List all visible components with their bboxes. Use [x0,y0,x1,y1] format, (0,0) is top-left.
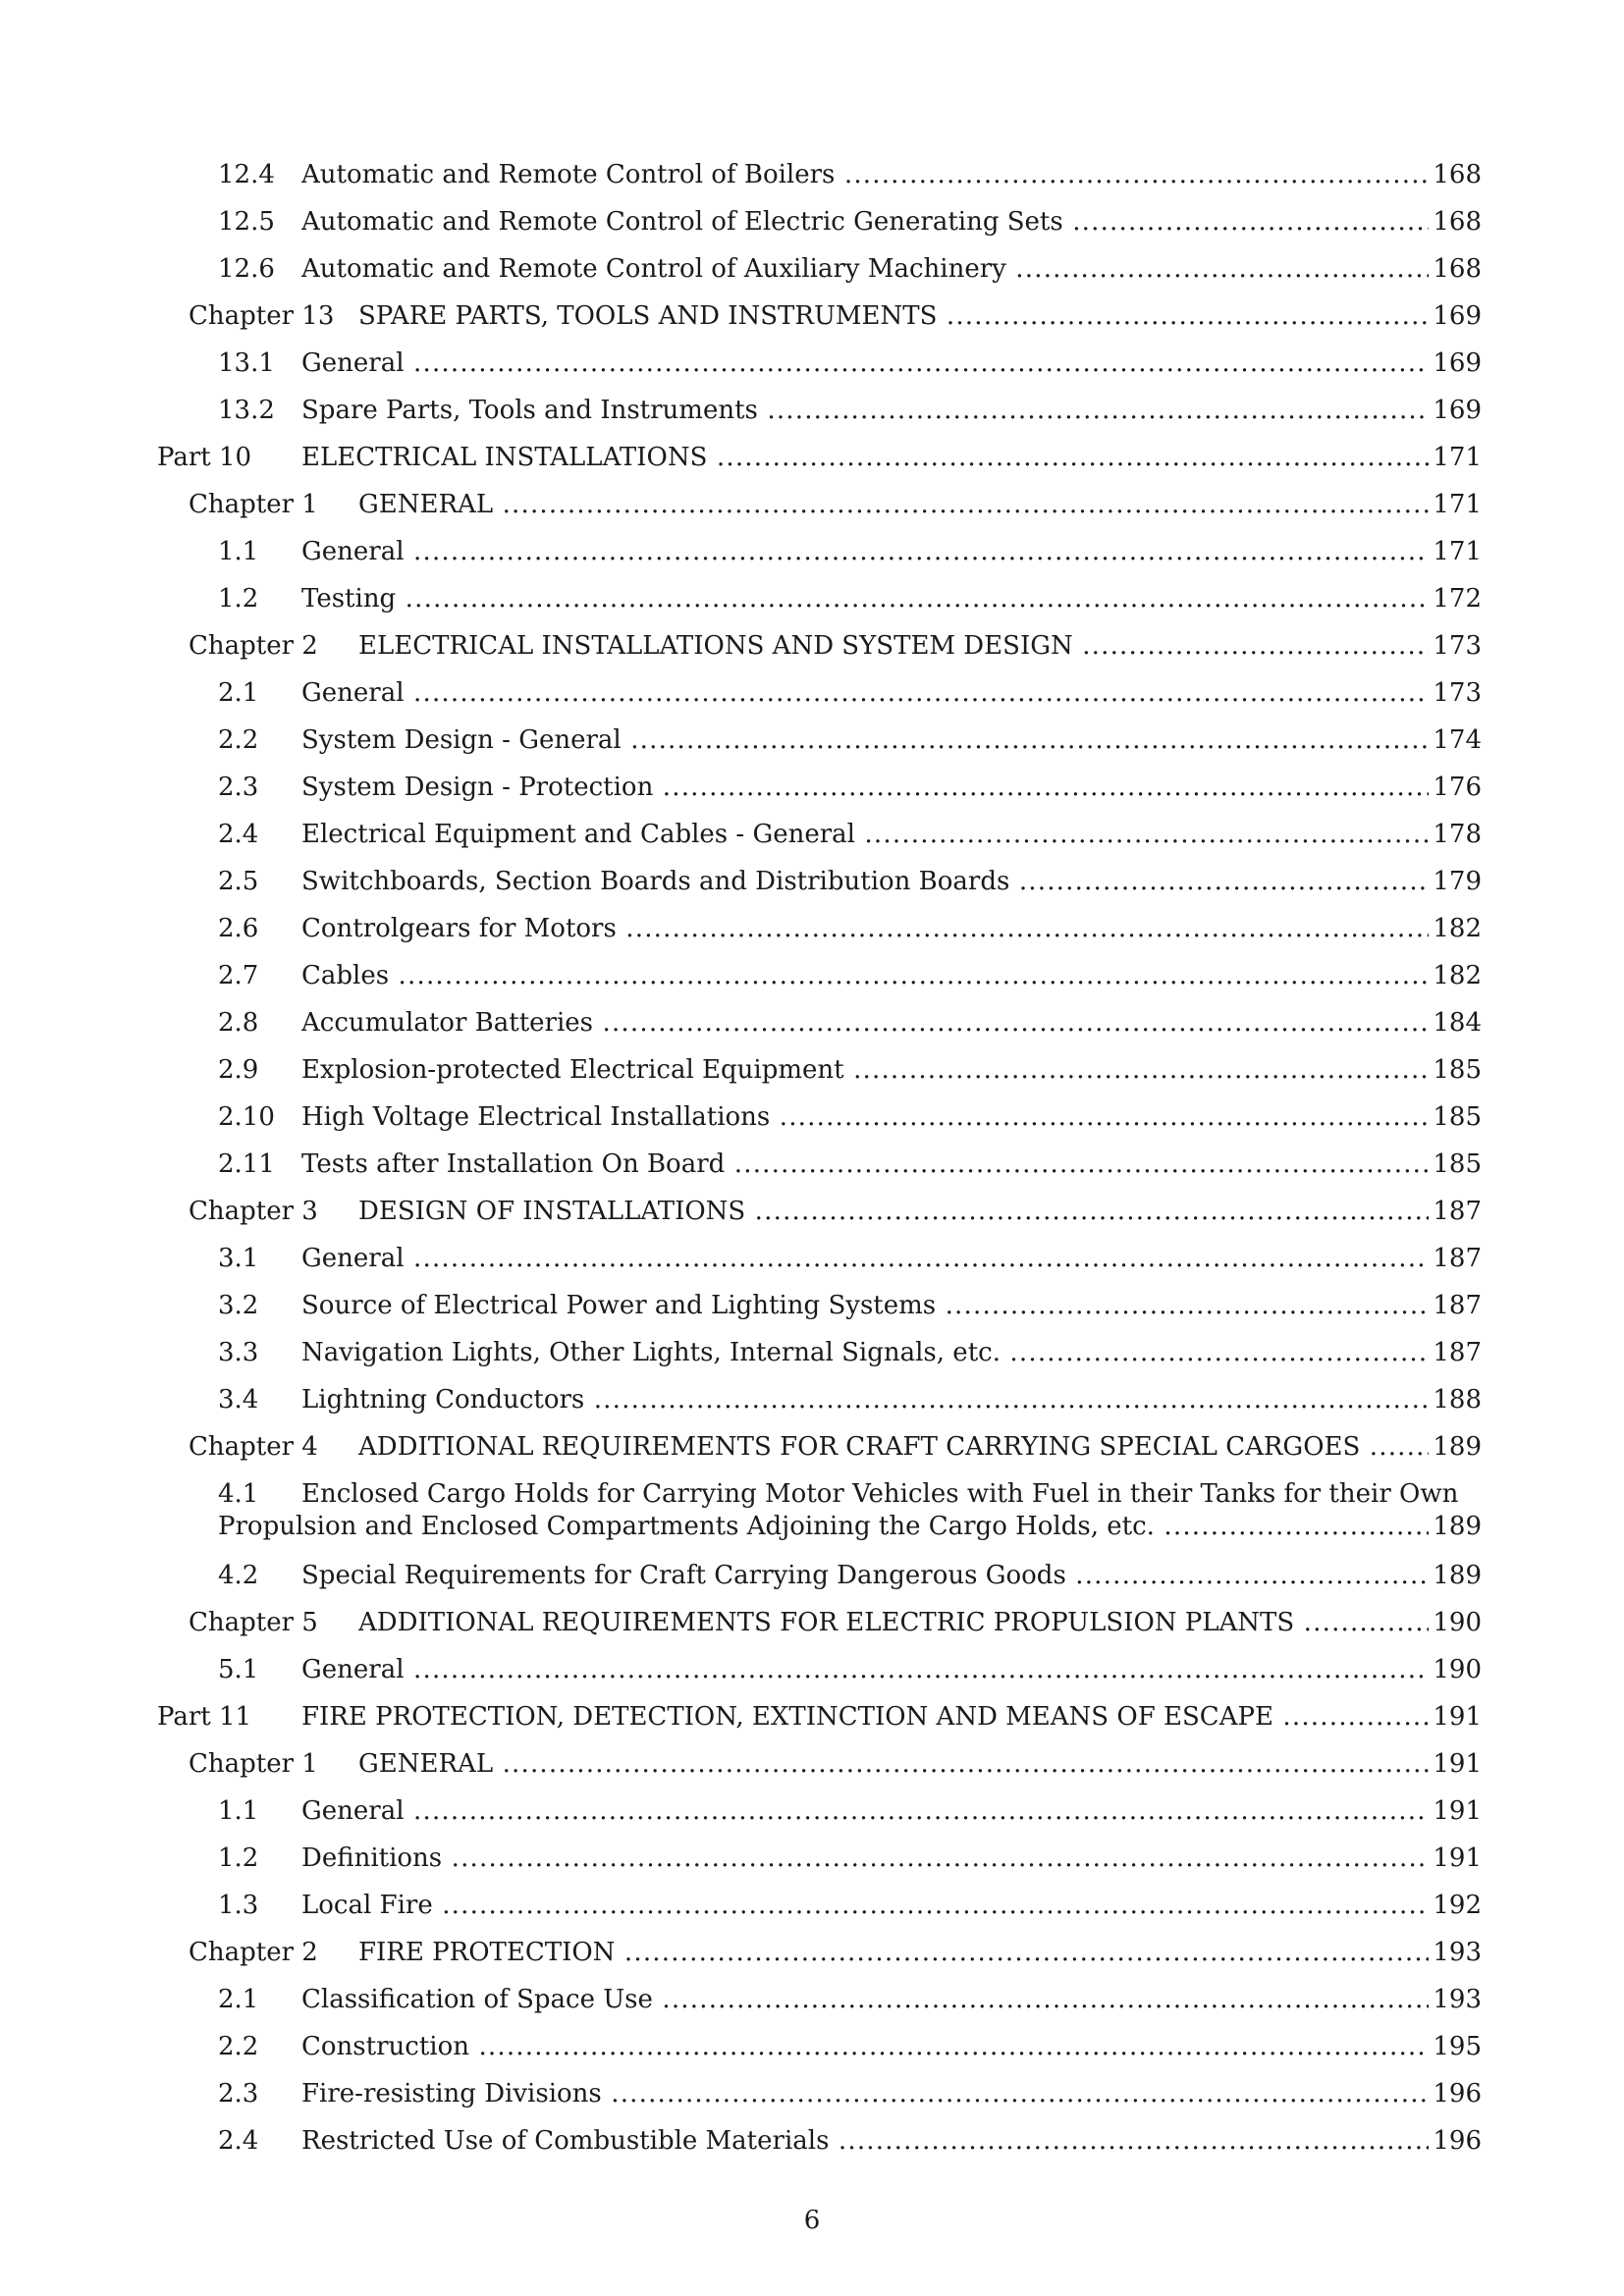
section-number: 2.7 [218,961,259,990]
toc-entry[interactable] [0,1650,1624,1689]
entry-title: Automatic and Remote Control of Auxiliary Machinery ..... [301,249,1467,289]
page-ref: 196 [1429,2121,1482,2161]
entry-title: Controlgears for Motors ..... [301,909,1467,948]
toc-entry-wrapped[interactable] [0,1476,1624,1512]
section-number: 12.4 [218,160,275,189]
page-ref: 193 [1429,1980,1482,2019]
page-ref: 185 [1429,1050,1482,1090]
page-ref: 168 [1429,155,1482,194]
section-number: 2.10 [218,1102,275,1132]
entry-title: Automatic and Remote Control of Boilers ..... [301,155,1467,194]
section-number: 2.3 [218,2079,259,2109]
toc-entry[interactable] [0,2121,1624,2161]
page-ref: 191 [1429,1697,1482,1736]
toc-chapter-entry[interactable] [0,1427,1624,1467]
page-number: 6 [803,2206,821,2235]
toc-entry[interactable] [0,1239,1624,1278]
toc-chapter-entry[interactable] [0,1744,1624,1784]
page-ref: 169 [1429,296,1482,336]
entry-title: FIRE PROTECTION, DETECTION, EXTINCTION AND MEANS OF ESCAPE ..... [301,1697,1467,1736]
entry-title-line-1: Enclosed Cargo Holds for Carrying Motor Vehicles with Fuel in their Tanks for their Own [301,1479,1459,1509]
entry-title: Fire-resisting Divisions ..... [301,2074,1467,2113]
page-ref: 185 [1429,1145,1482,1184]
toc-entry[interactable] [0,721,1624,760]
entry-title: Testing ..... [301,579,1467,618]
page-ref: 169 [1429,391,1482,430]
entry-title: ELECTRICAL INSTALLATIONS ..... [301,438,1467,477]
chapter-number: Chapter 2 [189,1938,318,1967]
section-number: 3.2 [218,1291,259,1320]
page-ref: 178 [1429,815,1482,854]
section-number: 2.8 [218,1008,259,1038]
section-number: 2.1 [218,678,259,708]
toc-chapter-entry[interactable] [0,626,1624,666]
page-ref: 189 [1429,1509,1482,1544]
toc-entry[interactable] [0,909,1624,948]
page-ref: 171 [1429,438,1482,477]
page-ref: 179 [1429,862,1482,901]
page-ref: 190 [1429,1603,1482,1642]
section-number: 2.9 [218,1055,259,1085]
entry-title: Lightning Conductors ..... [301,1380,1467,1419]
entry-title: Local Fire ..... [301,1886,1467,1925]
entry-title: GENERAL ..... [358,485,1467,524]
section-number: 12.5 [218,207,275,237]
toc-entry[interactable] [0,1791,1624,1831]
toc-entry[interactable] [0,1097,1624,1137]
section-number: 2.3 [218,773,259,802]
entry-title: Tests after Installation On Board ..... [301,1145,1467,1184]
entry-title: GENERAL ..... [358,1744,1467,1784]
toc-entry[interactable] [0,249,1624,289]
page-ref: 187 [1429,1286,1482,1325]
toc-entry[interactable] [0,1839,1624,1878]
toc-entry[interactable] [0,1980,1624,2019]
page-ref: 182 [1429,909,1482,948]
section-number: 12.6 [218,254,275,284]
section-number: 4.1 [218,1479,259,1509]
page-ref: 190 [1429,1650,1482,1689]
page-ref: 196 [1429,2074,1482,2113]
section-number: 1.2 [218,584,259,614]
entry-title: Restricted Use of Combustible Materials ..... [301,2121,1467,2161]
toc-entry[interactable] [0,1556,1624,1595]
entry-title: Cables ..... [301,956,1467,995]
entry-title: SPARE PARTS, TOOLS AND INSTRUMENTS ..... [358,296,1467,336]
toc-entry[interactable] [0,815,1624,854]
section-number: 1.1 [218,1796,259,1826]
page-ref: 193 [1429,1933,1482,1972]
page-ref: 187 [1429,1333,1482,1372]
toc-entry[interactable] [0,532,1624,571]
entry-title: System Design - General ..... [301,721,1467,760]
chapter-number: Chapter 1 [189,1749,318,1779]
entry-title: Navigation Lights, Other Lights, Internal Signals, etc. ..... [301,1333,1467,1372]
entry-title: Automatic and Remote Control of Electric Generating Sets ..... [301,202,1467,241]
page-ref: 195 [1429,2027,1482,2066]
page-ref: 168 [1429,202,1482,241]
toc-entry[interactable] [0,2027,1624,2066]
toc-chapter-entry[interactable] [0,296,1624,336]
toc-part-entry[interactable] [0,438,1624,477]
section-number: 4.2 [218,1561,259,1590]
page-ref: 184 [1429,1003,1482,1042]
page-ref: 173 [1429,673,1482,713]
chapter-number: Chapter 13 [189,301,335,331]
entry-title: ADDITIONAL REQUIREMENTS FOR ELECTRIC PROPULSION PLANTS ..... [358,1603,1467,1642]
section-number: 13.1 [218,348,275,378]
page-ref: 189 [1429,1427,1482,1467]
entry-title: General ..... [301,532,1467,571]
entry-title: Source of Electrical Power and Lighting Systems ..... [301,1286,1467,1325]
entry-title: Construction ..... [301,2027,1467,2066]
toc-entry[interactable] [0,768,1624,807]
section-number: 1.3 [218,1891,259,1920]
entry-title: General ..... [301,1239,1467,1278]
entry-title: Electrical Equipment and Cables - General ..... [301,815,1467,854]
toc-entry[interactable] [0,1333,1624,1372]
part-number: Part 11 [157,1702,252,1732]
page-ref: 188 [1429,1380,1482,1419]
toc-chapter-entry[interactable] [0,485,1624,524]
entry-title: FIRE PROTECTION ..... [358,1933,1467,1972]
toc-entry[interactable] [0,1886,1624,1925]
page-ref: 189 [1429,1556,1482,1595]
toc-entry[interactable] [0,1286,1624,1325]
entry-title: Spare Parts, Tools and Instruments ..... [301,391,1467,430]
entry-title: DESIGN OF INSTALLATIONS ..... [358,1192,1467,1231]
chapter-number: Chapter 1 [189,490,318,519]
page-ref: 174 [1429,721,1482,760]
part-number: Part 10 [157,443,252,472]
toc-entry[interactable] [0,2074,1624,2113]
page-ref: 168 [1429,249,1482,289]
toc-entry[interactable] [0,155,1624,194]
section-number: 3.1 [218,1244,259,1273]
chapter-number: Chapter 5 [189,1608,318,1637]
chapter-number: Chapter 2 [189,631,318,661]
page-ref: 187 [1429,1239,1482,1278]
page-ref: 191 [1429,1791,1482,1831]
page-ref: 182 [1429,956,1482,995]
page-ref: 171 [1429,532,1482,571]
entry-title: ELECTRICAL INSTALLATIONS AND SYSTEM DESIGN ..... [358,626,1467,666]
entry-title: ADDITIONAL REQUIREMENTS FOR CRAFT CARRYING SPECIAL CARGOES ..... [358,1427,1467,1467]
page-ref: 172 [1429,579,1482,618]
section-number: 2.6 [218,914,259,943]
toc-entry[interactable] [0,202,1624,241]
page-ref: 191 [1429,1744,1482,1784]
entry-title: Definitions ..... [301,1839,1467,1878]
section-number: 5.1 [218,1655,259,1684]
section-number: 3.3 [218,1338,259,1367]
toc-part-entry[interactable] [0,1697,1624,1736]
entry-title: Switchboards, Section Boards and Distribution Boards ..... [301,862,1467,901]
section-number: 2.4 [218,2126,259,2156]
section-number: 2.5 [218,867,259,896]
toc-chapter-entry[interactable] [0,1192,1624,1231]
toc-entry[interactable] [0,1145,1624,1184]
toc-entry[interactable] [0,579,1624,618]
entry-title: Explosion-protected Electrical Equipment ..... [301,1050,1467,1090]
section-number: 2.1 [218,1985,259,2014]
page-ref: 187 [1429,1192,1482,1231]
page-ref: 176 [1429,768,1482,807]
toc-entry-wrapped-continuation[interactable] [0,1509,1624,1544]
section-number: 3.4 [218,1385,259,1415]
toc-entry[interactable] [0,862,1624,901]
entry-title: General ..... [301,673,1467,713]
page-ref: 192 [1429,1886,1482,1925]
entry-title: Classification of Space Use ..... [301,1980,1467,2019]
toc-entry[interactable] [0,956,1624,995]
page-ref: 191 [1429,1839,1482,1878]
entry-title: General ..... [301,1650,1467,1689]
entry-title-line-2: Propulsion and Enclosed Compartments Adjoining the Cargo Holds, etc. ..... [218,1509,1467,1544]
chapter-number: Chapter 4 [189,1432,318,1462]
entry-title: Accumulator Batteries ..... [301,1003,1467,1042]
page-ref: 169 [1429,344,1482,383]
page-ref: 173 [1429,626,1482,666]
section-number: 2.2 [218,2032,259,2061]
page-ref: 185 [1429,1097,1482,1137]
toc-entry[interactable] [0,1380,1624,1419]
entry-title: High Voltage Electrical Installations ..... [301,1097,1467,1137]
toc-entry[interactable] [0,391,1624,430]
section-number: 13.2 [218,396,275,425]
section-number: 2.11 [218,1149,275,1179]
entry-title: System Design - Protection ..... [301,768,1467,807]
toc-chapter-entry[interactable] [0,1603,1624,1642]
toc-entry[interactable] [0,1050,1624,1090]
entry-title: General ..... [301,1791,1467,1831]
toc-entry[interactable] [0,1003,1624,1042]
toc-entry[interactable] [0,673,1624,713]
page-ref: 171 [1429,485,1482,524]
entry-title: General ..... [301,344,1467,383]
section-number: 2.4 [218,820,259,849]
section-number: 1.2 [218,1843,259,1873]
entry-title: Special Requirements for Craft Carrying Dangerous Goods ..... [301,1556,1467,1595]
section-number: 2.2 [218,725,259,755]
section-number: 1.1 [218,537,259,566]
toc-entry[interactable] [0,344,1624,383]
toc-chapter-entry[interactable] [0,1933,1624,1972]
chapter-number: Chapter 3 [189,1197,318,1226]
